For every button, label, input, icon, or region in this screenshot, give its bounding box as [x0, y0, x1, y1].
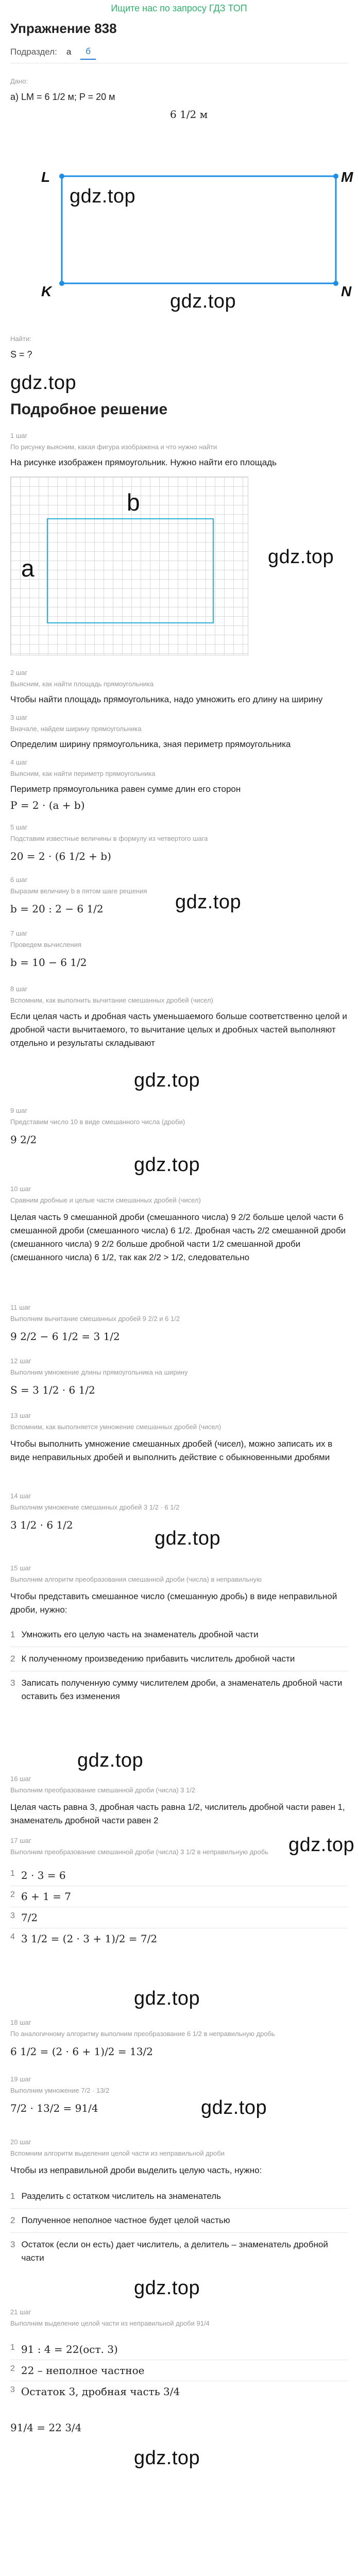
list-item: 1 Умножить его целую часть на знаменатель дробной части [10, 1630, 259, 1639]
step-label: 9 шаг [10, 1107, 28, 1114]
step-text: Целая часть равна 3, дробная часть равна 1/2, числитель дробной части равен 1, знаменатель дробной части равен 2 [10, 1802, 345, 1825]
list-item: 2 Полученное неполное частное будет целой частью [10, 2215, 230, 2225]
watermark: gdz.top [134, 1154, 200, 1176]
list-item: 4 3 1/2 = (2 · 3 + 1)/2 = 7/2 [10, 1933, 158, 1945]
convert-list [10, 1623, 348, 1708]
list-item: 3 Остаток (если он есть) дает числитель, а делитель – знаменатель дробной части [10, 2240, 328, 2263]
step-note: Представим число 10 в виде смешанного числа (дроби) [10, 1118, 185, 1126]
step-note: Вспомним, как выполняется умножение смешанных дробей (чисел) [10, 1423, 221, 1431]
subsection-selector [10, 44, 96, 60]
grid-label-a: a [21, 555, 35, 582]
step-label: 19 шаг [10, 2075, 31, 2083]
step-text: Целая часть 9 смешанной дроби (смешанного числа) 9 2/2 больше целой части 6 смешанной дроби (смешанного числа) 6 1/2. Дробная часть 2/2 смешанной дроби (смешанного числа) 9 2/2 больше дробной части 1/2 смешанной дроби (смешанного числа) 6 1/2, так как 2/2 > 1/2, следовательно [10, 1212, 346, 1262]
step-note: Выясним, как найти площадь прямоугольника [10, 680, 154, 688]
list-item: 2 22 – неполное частное [10, 2364, 145, 2377]
extract-steps-list [10, 2339, 348, 2402]
step-note: Проведем вычисления [10, 941, 81, 948]
list-item: 1 Разделить с остатком числитель на знаменатель [10, 2191, 221, 2201]
corner-k: K [41, 283, 52, 299]
step-label: 3 шаг [10, 714, 28, 721]
watermark: gdz.top [201, 2097, 267, 2119]
step-note: Выполним алгоритм преобразования смешанной дроби (числа) в неправильную [10, 1575, 262, 1583]
step-text: Чтобы из неправильной дроби выделить целую часть, нужно: [10, 2165, 262, 2175]
watermark: gdz.top [175, 891, 242, 913]
corner-dot-n [333, 281, 338, 286]
step-label: 1 шаг [10, 432, 28, 439]
top-note[interactable]: Ищите нас по запросу ГДЗ ТОП [111, 3, 247, 13]
rectangle-figure [0, 108, 358, 304]
convert-steps-list [10, 1865, 348, 1949]
step-label: 2 шаг [10, 669, 28, 676]
watermark: gdz.top [10, 372, 77, 394]
step-text: Периметр прямоугольника равен сумме длин его сторон [10, 784, 241, 794]
step-note: Выполним умножение смешанных дробей 3 1/2 · 6 1/2 [10, 1503, 180, 1511]
watermark: gdz.top [170, 291, 236, 312]
step-label: 12 шаг [10, 1357, 31, 1365]
step-label: 15 шаг [10, 1564, 31, 1572]
step-note: Выполним умножение длины прямоугольника на ширину [10, 1368, 188, 1376]
watermark: gdz.top [155, 1528, 221, 1549]
step-text: Чтобы выполнить умножение смешанных дробей (чисел), можно записать их в виде неправильных дробей и выполнить действие с обыкновенными дробями [10, 1439, 333, 1462]
step-formula: 9 2/2 − 6 1/2 = 3 1/2 [10, 1330, 120, 1343]
tab-a[interactable]: а [66, 47, 72, 57]
step-note: Сравним дробные и целые части смешанных дробей (чисел) [10, 1196, 201, 1204]
step-result: 91/4 = 22 3/4 [10, 2421, 82, 2434]
watermark: gdz.top [288, 1834, 355, 1856]
step-formula: 3 1/2 · 6 1/2 [10, 1519, 73, 1531]
corner-dot-k [59, 281, 64, 286]
corner-dot-l [59, 174, 64, 179]
step-note: Выполним преобразование смешанной дроби (числа) 3 1/2 в неправильную дробь [10, 1848, 268, 1856]
step-text: Определим ширину прямоугольника, зная периметр прямоугольника [10, 739, 291, 749]
find-label: Найти: [10, 335, 31, 343]
corner-l: L [41, 169, 50, 185]
step-note: Подставим известные величины в формулу из четвертого шага [10, 835, 208, 842]
grid-label-b: b [127, 489, 140, 516]
step-text: На рисунке изображен прямоугольник. Нужно найти его площадь [10, 457, 277, 467]
step-label: 13 шаг [10, 1412, 31, 1419]
step-note: Выполним выделение целой части из неправильной дроби 91/4 [10, 2319, 210, 2327]
step-note: Выясним, как найти периметр прямоугольника [10, 770, 156, 777]
watermark: gdz.top [77, 1750, 144, 1771]
step-note: Выполним вычитание смешанных дробей 9 2/2 и 6 1/2 [10, 1315, 180, 1323]
step-text: Чтобы найти площадь прямоугольника, надо умножить его длину на ширину [10, 694, 323, 704]
watermark: gdz.top [134, 1988, 200, 2009]
step-label: 7 шаг [10, 929, 28, 937]
step-note: Вспомним, как выполнить вычитание смешанных дробей (чисел) [10, 996, 213, 1004]
step-formula: 20 = 2 · (6 1/2 + b) [10, 850, 111, 862]
page-title: Упражнение 838 [10, 21, 117, 36]
step-note: Выполним преобразование смешанной дроби (числа) 3 1/2 [10, 1786, 196, 1794]
step-label: 6 шаг [10, 876, 28, 884]
step-label: 20 шаг [10, 2138, 31, 2146]
step-label: 5 шаг [10, 823, 28, 831]
step-formula: S = 3 1/2 · 6 1/2 [10, 1384, 95, 1396]
step-label: 10 шаг [10, 1185, 31, 1193]
step-note: Вначале, найдем ширину прямоугольника [10, 725, 142, 733]
list-item: 2 6 + 1 = 7 [10, 1890, 72, 1903]
solution-title: Подробное решение [10, 401, 168, 418]
step-note: Выразим величину b в пятом шаге решения [10, 887, 147, 895]
list-item: 3 Остаток 3, дробная часть 3/4 [10, 2385, 180, 2398]
list-item: 3 7/2 [10, 1911, 38, 1924]
corner-dot-m [333, 174, 338, 179]
step-formula: 6 1/2 = (2 · 6 + 1)/2 = 13/2 [10, 2045, 153, 2058]
list-item: 3 Записать полученную сумму числителем дроби, а знаменатель дробной части оставить без изменения [10, 1678, 343, 1701]
extract-list [10, 2184, 348, 2270]
step-formula: 9 2/2 [10, 1133, 37, 1146]
step-note: По рисунку выясним, какая фигура изображена и что нужно найти [10, 443, 217, 451]
step-label: 17 шаг [10, 1837, 31, 1844]
step-text: Чтобы представить смешанное число (смешанную дробь) в виде неправильной дроби, нужно: [10, 1591, 337, 1615]
watermark: gdz.top [134, 2277, 200, 2299]
rectangle-svg [0, 108, 358, 304]
watermark: gdz.top [134, 1070, 200, 1091]
list-item: 2 К полученному произведению прибавить числитель дробной части [10, 1654, 295, 1664]
step-label: 18 шаг [10, 2019, 31, 2026]
corner-m: M [341, 169, 353, 185]
watermark: gdz.top [268, 546, 334, 568]
step-text: Если целая часть и дробная часть уменьшаемого больше соответственно целой и дробной части вычитаемого, то вычитание целых и дробных частей выполняют отдельно и результаты складывают [10, 1011, 347, 1048]
step-note: Выполним умножение 7/2 · 13/2 [10, 2087, 110, 2094]
watermark: gdz.top [70, 185, 136, 207]
step-note: Вспомним алгоритм выделения целой части из неправильной дроби [10, 2149, 225, 2157]
step-note: По аналогичному алгоритму выполним преобразование 6 1/2 в неправильную дробь [10, 2030, 275, 2038]
step-formula: P = 2 · (a + b) [10, 799, 85, 811]
tab-b[interactable]: б [80, 44, 96, 60]
list-item: 1 91 : 4 = 22(ост. 3) [10, 2343, 118, 2355]
grid-figure [10, 477, 248, 655]
step-label: 4 шаг [10, 758, 28, 766]
rect-top-label: 6 1/2 м [170, 108, 208, 121]
subsection-label: Подраздел: [10, 47, 57, 57]
step-label: 21 шаг [10, 2308, 31, 2316]
step-label: 16 шаг [10, 1775, 31, 1783]
step-label: 11 шаг [10, 1303, 31, 1311]
corner-n: N [341, 283, 352, 299]
grid-rectangle [47, 518, 214, 623]
step-label: 14 шаг [10, 1492, 31, 1500]
given-text: а) LM = 6 1/2 м; P = 20 м [10, 92, 115, 102]
step-formula: b = 20 : 2 − 6 1/2 [10, 903, 104, 915]
step-formula: 7/2 · 13/2 = 91/4 [10, 2102, 98, 2114]
given-label: Дано: [10, 77, 28, 85]
watermark: gdz.top [134, 2447, 200, 2469]
step-formula: b = 10 − 6 1/2 [10, 956, 87, 969]
find-text: S = ? [10, 349, 32, 360]
step-label: 8 шаг [10, 985, 28, 993]
list-item: 1 2 · 3 = 6 [10, 1869, 66, 1882]
